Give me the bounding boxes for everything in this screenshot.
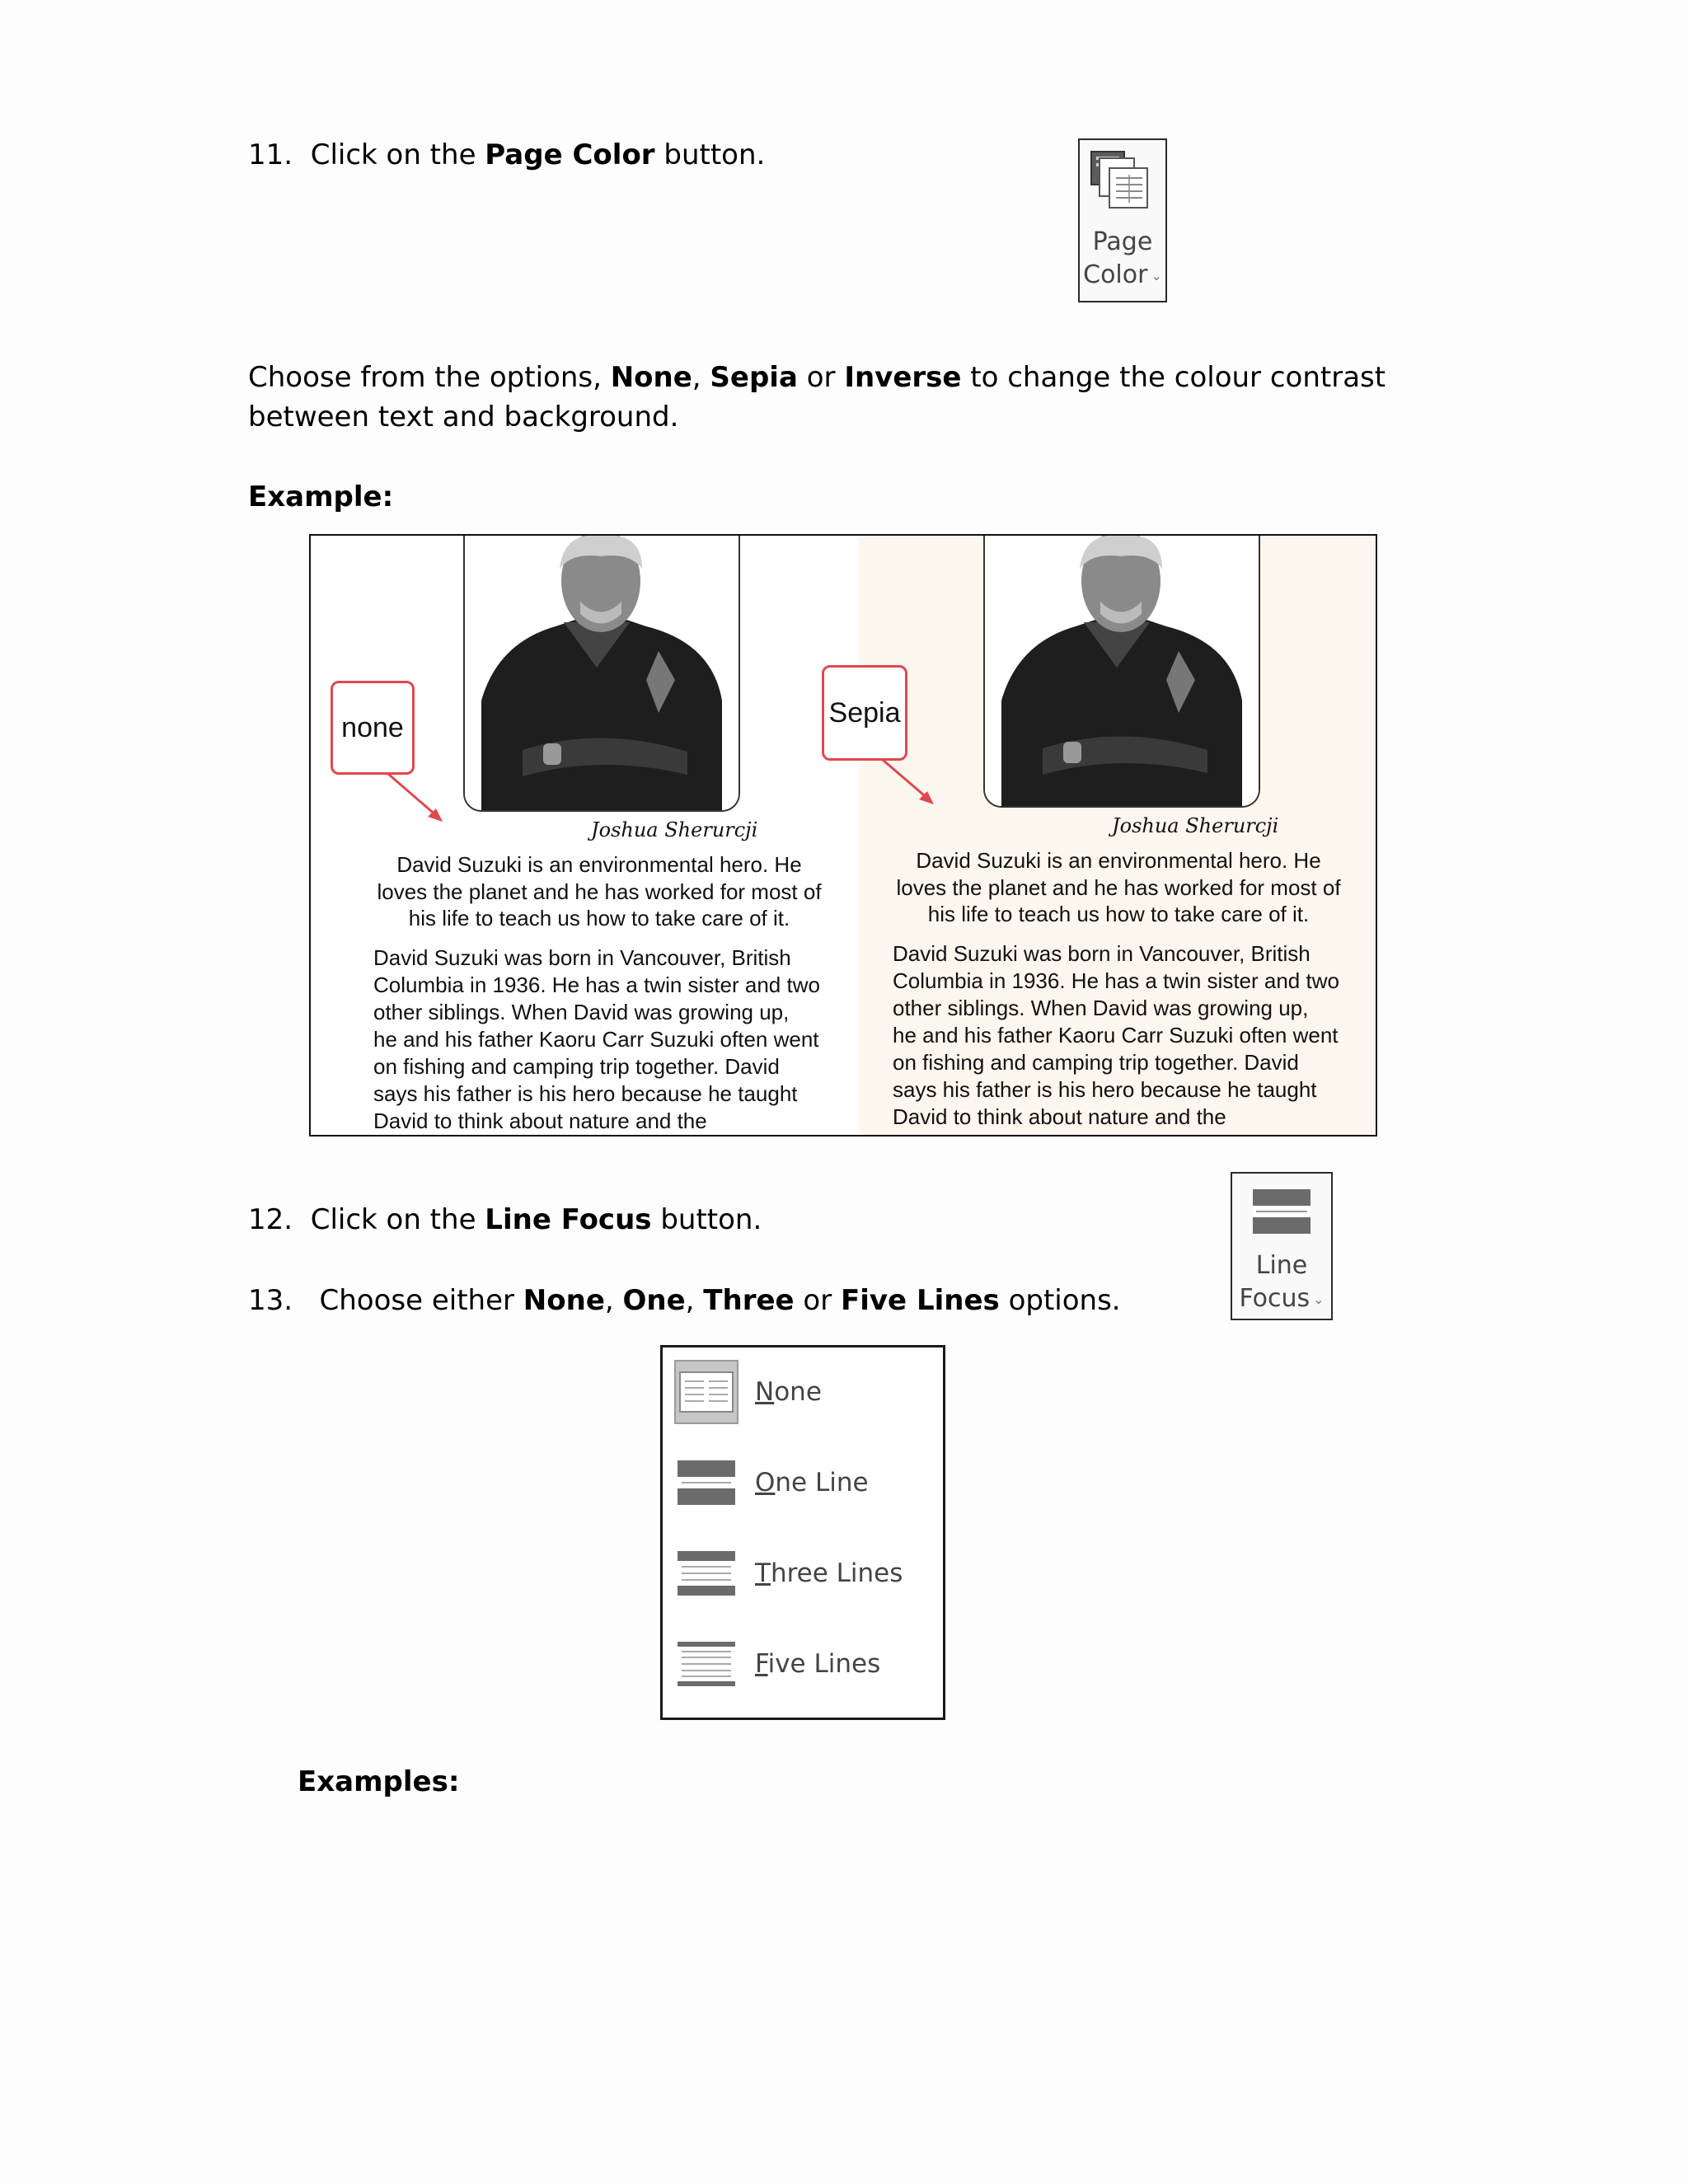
three-lines-icon bbox=[674, 1541, 738, 1605]
option-inverse: Inverse bbox=[844, 361, 962, 394]
page-color-example-image bbox=[309, 534, 1377, 1137]
menu-item-three-lines[interactable] bbox=[674, 1539, 930, 1608]
menu-item-label: One Line bbox=[755, 1468, 869, 1497]
page-color-icon bbox=[1080, 140, 1165, 226]
example-heading: Example: bbox=[248, 480, 394, 513]
intro-paragraph: David Suzuki is an environmental hero. He loves the planet and he has worked for most of his life to teach us how to take care of it. bbox=[377, 852, 822, 930]
callout-arrow-icon bbox=[385, 771, 451, 828]
portrait-photo bbox=[983, 536, 1260, 808]
option-none: None bbox=[523, 1284, 605, 1317]
choose-paragraph: Choose from the options, None, Sepia or Inverse to change the colour contrast between text and background. bbox=[248, 361, 1386, 434]
menu-item-label: Five Lines bbox=[755, 1649, 881, 1679]
line-focus-term: Line Focus bbox=[485, 1203, 652, 1236]
step-13: 13. Choose either None, One, Three or Five Lines options. bbox=[248, 1284, 1121, 1317]
step-11 bbox=[248, 135, 765, 175]
option-five-lines: Five Lines bbox=[841, 1284, 1000, 1317]
button-label-line1: Page bbox=[1092, 227, 1153, 256]
examples-heading: Examples: bbox=[298, 1765, 460, 1798]
step-12: 12. Click on the Line Focus button. bbox=[248, 1203, 762, 1236]
step-number: 11. bbox=[248, 138, 293, 171]
chevron-down-icon: ⌄ bbox=[1151, 267, 1162, 284]
sepia-panel bbox=[859, 536, 1377, 1135]
none-callout: none bbox=[331, 681, 415, 775]
one-line-icon bbox=[674, 1451, 738, 1515]
sepia-callout: Sepia bbox=[822, 665, 907, 761]
button-label-line2: Color bbox=[1083, 260, 1148, 289]
no-line-focus-icon bbox=[674, 1360, 738, 1424]
menu-item-none[interactable] bbox=[674, 1357, 930, 1427]
menu-item-label: Three Lines bbox=[755, 1558, 903, 1588]
intro-paragraph: David Suzuki is an environmental hero. He loves the planet and he has worked for most of his life to teach us how to take care of it. bbox=[896, 848, 1341, 926]
option-sepia: Sepia bbox=[710, 361, 798, 394]
option-three: Three bbox=[703, 1284, 795, 1317]
step-text: Click on the bbox=[310, 138, 485, 171]
menu-item-one-line[interactable] bbox=[674, 1448, 930, 1517]
photo-caption: Joshua Sherurcji bbox=[591, 818, 758, 841]
step-number: 12. bbox=[248, 1203, 293, 1236]
button-label-line2: Focus bbox=[1239, 1284, 1311, 1313]
option-one: One bbox=[622, 1284, 686, 1317]
body-paragraph: David Suzuki was born in Vancouver, British Columbia in 1936. He has a twin sister and two other siblings. When David was growing up, he and his father Kaoru Carr Suzuki often went on fishing and camping trip together. David says his father is his hero because he taught David to think about nature and the bbox=[893, 941, 1339, 1129]
line-focus-menu bbox=[660, 1345, 945, 1720]
none-panel bbox=[311, 536, 859, 1135]
menu-item-five-lines[interactable] bbox=[674, 1629, 930, 1699]
page-color-button[interactable] bbox=[1078, 138, 1167, 302]
body-paragraph: David Suzuki was born in Vancouver, British Columbia in 1936. He has a twin sister and two other siblings. When David was growing up, he and his father Kaoru Carr Suzuki often went on fishing and camping trip together. David says his father is his hero because he taught David to think about nature and the bbox=[373, 945, 820, 1133]
five-lines-icon bbox=[674, 1632, 738, 1696]
button-label-line1: Line bbox=[1255, 1251, 1308, 1280]
menu-item-label: None bbox=[755, 1377, 822, 1407]
line-focus-button[interactable] bbox=[1231, 1172, 1333, 1320]
callout-arrow-icon bbox=[879, 757, 945, 814]
chevron-down-icon: ⌄ bbox=[1313, 1291, 1325, 1307]
option-none: None bbox=[610, 361, 692, 394]
photo-caption: Joshua Sherurcji bbox=[1112, 814, 1279, 837]
page-color-term: Page Color bbox=[485, 138, 655, 171]
step-text-end: button. bbox=[654, 138, 766, 171]
step-number: 13. bbox=[248, 1284, 293, 1317]
portrait-photo bbox=[463, 536, 740, 812]
line-focus-icon bbox=[1232, 1174, 1331, 1249]
